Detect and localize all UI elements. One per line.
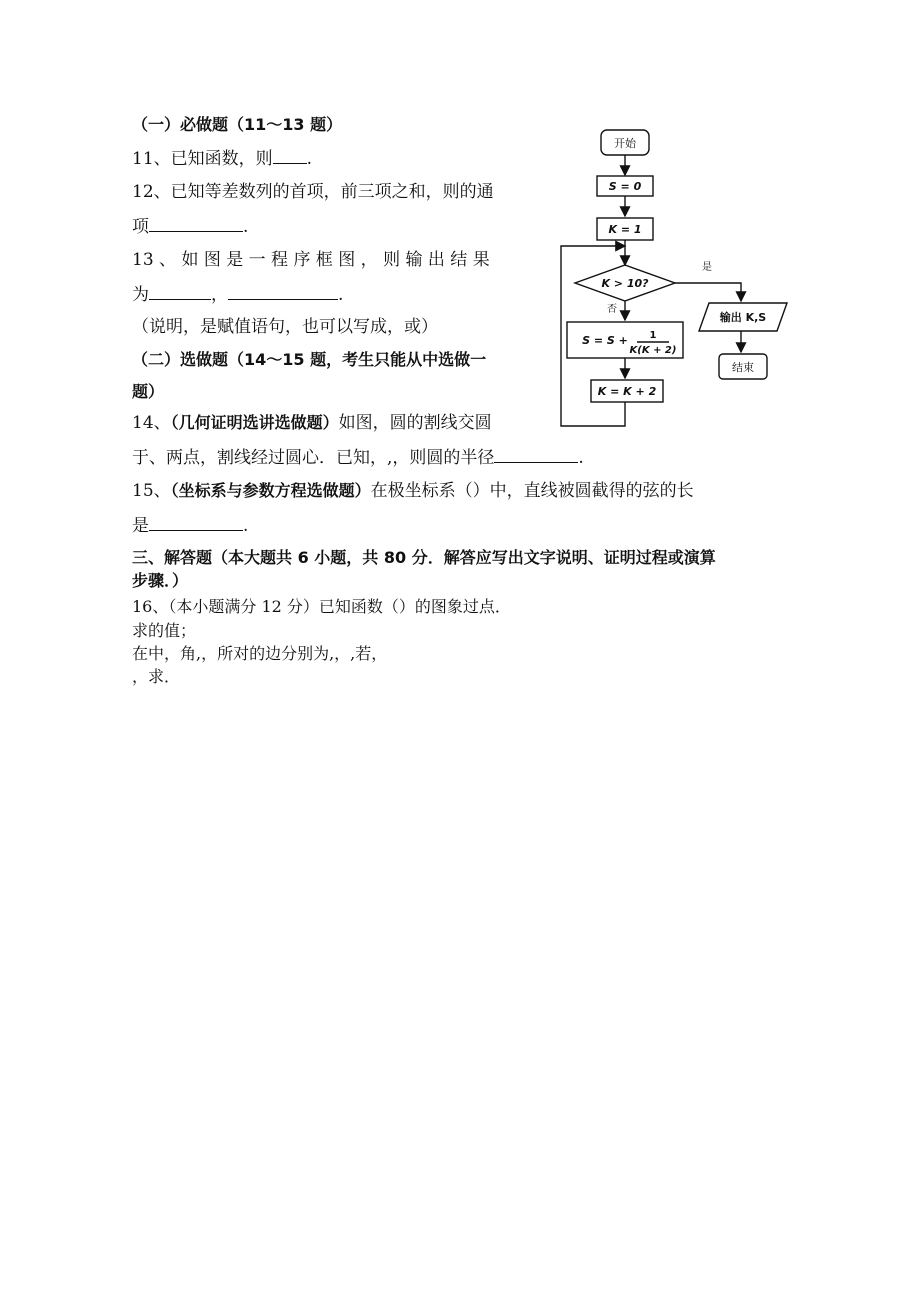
flow-end-label: 结束 xyxy=(732,361,754,374)
question-14-line-2 xyxy=(132,446,584,469)
q15-blank xyxy=(149,514,243,531)
section-1-title-num: 11～13 xyxy=(244,115,305,134)
section-3-title-line-1 xyxy=(132,547,716,569)
question-16-line-4: ，求． xyxy=(132,667,181,686)
q14-line-1-rest: 如图，圆的割线交圆 xyxy=(338,413,492,433)
program-flowchart xyxy=(555,120,805,430)
q11-end: . xyxy=(306,149,313,169)
section-2-pre: （二）选做题（ xyxy=(132,350,245,369)
q11-blank xyxy=(273,147,307,164)
question-14-line-1 xyxy=(132,412,492,434)
q13-blank-1 xyxy=(149,283,211,300)
section-1-title-post: 题） xyxy=(304,115,343,134)
flow-update-lhs: S = S + xyxy=(582,334,628,347)
section-2-post: 题，考生只能从中选做一 xyxy=(304,350,487,369)
question-13-line-1: 13 、 如 图 是 一 程 序 框 图 ， 则 输 出 结 果 xyxy=(132,250,490,270)
question-13-line-2 xyxy=(132,283,343,306)
q13-blank-2 xyxy=(228,283,338,300)
flow-output-label: 输出 K,S xyxy=(719,311,767,324)
q14-num: 14、 xyxy=(132,413,171,433)
question-11 xyxy=(132,147,312,170)
section-2-title-line-1 xyxy=(132,349,486,371)
q14-end: . xyxy=(578,448,584,468)
q13-end: . xyxy=(338,285,344,305)
flow-update-num: 1 xyxy=(649,330,657,341)
section-3-pre: 三、解答题（本大题共 xyxy=(132,548,298,567)
question-16-line-3: 在中，角,，所对的边分别为,，,若， xyxy=(132,644,388,663)
section-3-title-line-2: 步骤．） xyxy=(132,571,189,590)
flow-yes-label: 是 xyxy=(702,262,712,273)
section-1-title xyxy=(132,114,342,136)
q12-line-2-text: 项 xyxy=(132,217,149,237)
q12-end: . xyxy=(243,217,249,237)
flow-no-label: 否 xyxy=(607,304,617,315)
q15-line-2-text: 是 xyxy=(132,516,149,536)
question-12-line-2 xyxy=(132,215,248,238)
q13-sep: ， xyxy=(211,285,228,305)
section-3-n80: 80 xyxy=(383,548,407,567)
question-15-line-2 xyxy=(132,514,248,537)
question-16-line-2: 求的值； xyxy=(132,621,197,640)
section-1-title-pre: （一）必做题（ xyxy=(132,115,245,134)
section-3-n6: 6 xyxy=(297,548,309,567)
flow-kinc-label: K = K + 2 xyxy=(597,385,657,398)
section-2-num: 14～15 xyxy=(244,350,305,369)
q11-text: 11、已知函数，则 xyxy=(132,149,273,169)
flow-k1-label: K = 1 xyxy=(608,223,642,236)
question-16-line-1: 16、（本小题满分 12 分）已知函数（）的图象过点． xyxy=(132,597,511,616)
flow-s0-label: S = 0 xyxy=(608,180,642,193)
flow-cond-label: K > 10? xyxy=(601,277,649,290)
q15-line-1-rest: 在极坐标系（）中，直线被圆截得的弦的长 xyxy=(370,481,694,501)
q14-blank xyxy=(494,446,578,463)
flow-yes-arrow xyxy=(675,283,741,301)
q14-line-2-text: 于、两点，割线经过圆心．已知，,，则圆的半径 xyxy=(132,448,495,468)
flow-start-label: 开始 xyxy=(614,137,636,150)
assignment-note: （说明，是赋值语句，也可以写成，或） xyxy=(132,317,438,337)
q14-tag: （几何证明选讲选做题） xyxy=(170,413,339,432)
q15-end: . xyxy=(243,516,249,536)
section-3-post: 分．解答应写出文字说明、证明过程或演算 xyxy=(406,548,716,567)
section-3-mid: 小题，共 xyxy=(308,548,384,567)
question-15-line-1 xyxy=(132,480,694,502)
flow-update-den: K(K + 2) xyxy=(629,345,677,356)
q15-num: 15、 xyxy=(132,481,171,501)
question-12-line-1: 12、已知等差数列的首项，前三项之和，则的通 xyxy=(132,182,494,202)
q12-blank xyxy=(149,215,243,232)
q13-line-2-pre: 为 xyxy=(132,285,149,305)
q15-tag: （坐标系与参数方程选做题） xyxy=(170,481,371,500)
section-2-title-line-2: 题） xyxy=(132,382,165,401)
